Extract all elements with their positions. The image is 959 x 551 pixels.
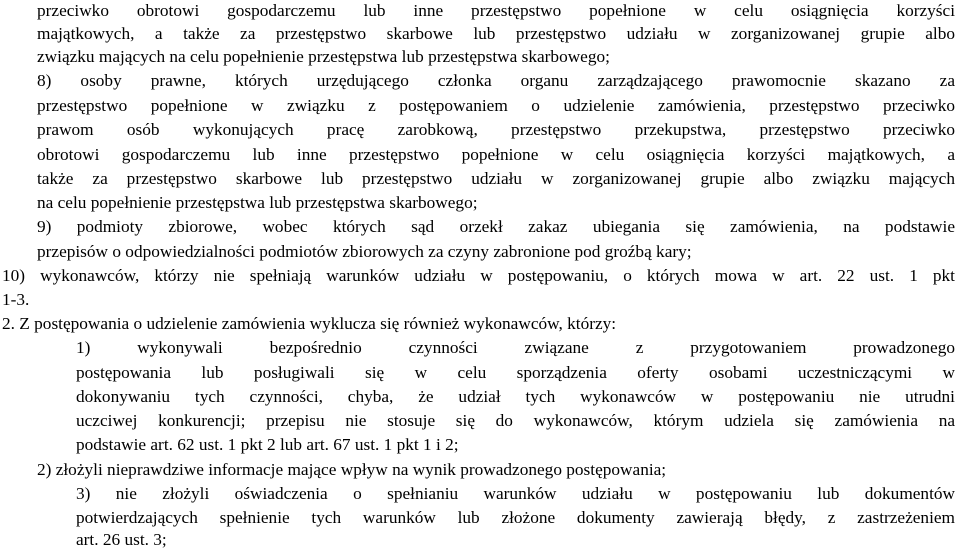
list-item-1: 1) wykonywali bezpośrednio czynności związane z przygotowaniem prowadzonego [76, 338, 955, 357]
text-line: podstawie art. 62 ust. 1 pkt 2 lub art. 67 ust. 1 pkt 1 i 2; [76, 435, 459, 454]
list-item-8: 8) osoby prawne, których urzędującego członka organu zarządzającego prawomocnie skazano za [37, 71, 955, 90]
text-line: przeciwko obrotowi gospodarczemu lub inne przestępstwo popełnione w celu osiągnięcia korzyści [37, 1, 955, 20]
text-line: 1-3. [2, 290, 30, 309]
text-line: prawom osób wykonujących pracę zarobkową, przestępstwo przekupstwa, przestępstwo przeciwko [37, 120, 955, 139]
list-item-9: 9) podmioty zbiorowe, wobec których sąd orzekł zakaz ubiegania się zamówienia, na podstawie [37, 217, 955, 236]
text-line: obrotowi gospodarczemu lub inne przestępstwo popełnione w celu osiągnięcia korzyści majątkowych, a [37, 145, 955, 164]
text-line: przepisów o odpowiedzialności podmiotów zbiorowych za czyny zabronione pod groźbą kary; [37, 242, 692, 261]
list-item-3: 3) nie złożyli oświadczenia o spełnianiu warunków udziału w postępowaniu lub dokumentów [76, 484, 955, 503]
section-2-heading: 2. Z postępowania o udzielenie zamówienia wyklucza się również wykonawców, którzy: [2, 314, 617, 333]
text-line: uczciwej konkurencji; przepisu nie stosuje się do wykonawców, którym udziela się zamówienia na [76, 411, 955, 430]
text-line: także za przestępstwo skarbowe lub przestępstwo udziału w zorganizowanej grupie albo związku mających [37, 169, 955, 188]
list-item-2: 2) złożyli nieprawdziwe informacje mające wpływ na wynik prowadzonego postępowania; [37, 460, 667, 479]
list-item-10: 10) wykonawców, którzy nie spełniają warunków udziału w postępowaniu, o których mowa w art. 22 ust. 1 pkt [2, 266, 955, 285]
text-line: postępowania lub posługiwali się w celu sporządzenia oferty osobami uczestniczącymi w [76, 363, 955, 382]
text-line: dokonywaniu tych czynności, chyba, że udział tych wykonawców w postępowaniu nie utrudni [76, 387, 955, 406]
text-line: majątkowych, a także za przestępstwo skarbowe lub przestępstwo udziału w zorganizowanej grupie albo [37, 24, 955, 43]
text-line: potwierdzających spełnienie tych warunków lub złożone dokumenty zawierają błędy, z zastrzeżeniem [76, 508, 955, 527]
text-line: art. 26 ust. 3; [76, 530, 167, 549]
text-line: przestępstwo popełnione w związku z postępowaniem o udzielenie zamówienia, przestępstwo przeciwko [37, 96, 955, 115]
text-line: na celu popełnienie przestępstwa lub przestępstwa skarbowego; [37, 193, 478, 212]
text-line: związku mających na celu popełnienie przestępstwa lub przestępstwa skarbowego; [37, 47, 610, 66]
